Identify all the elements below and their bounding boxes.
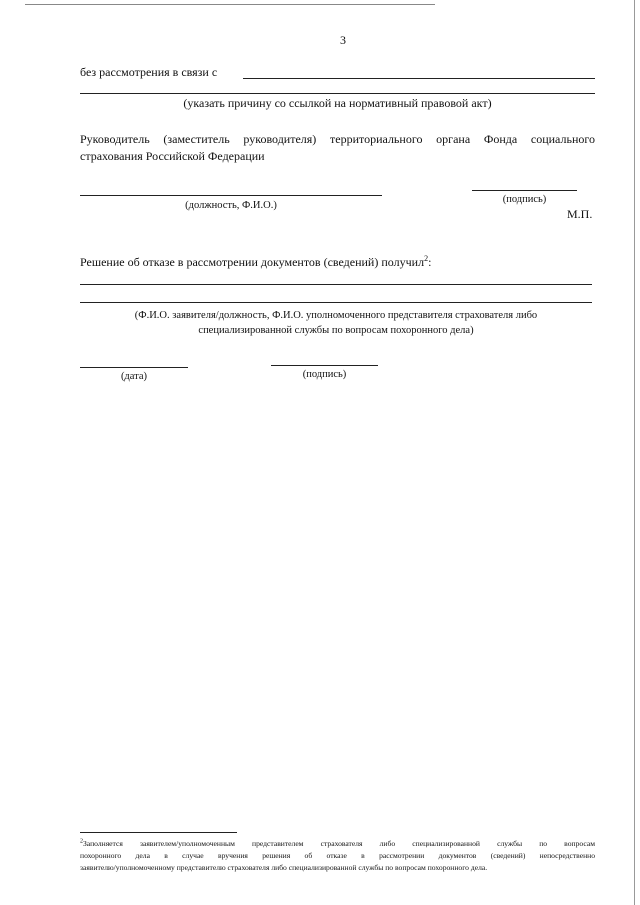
receipt-signature-hint: (подпись) [302,369,347,380]
receipt-date-hint: (дата) [120,371,148,382]
head-signature-hint: (подпись) [502,194,547,205]
reason-hint: (указать причину со ссылкой на нормативный правовой акт) [183,96,492,110]
head-signature-line[interactable] [472,190,577,191]
reason-input-line[interactable] [243,78,595,79]
page-top-edge [25,4,435,5]
receipt-label: Решение об отказе в рассмотрении документов (сведений) получил$^2$: [80,254,432,269]
footnote-marker: 2 [80,838,83,845]
receipt-input-line-2[interactable] [80,302,592,303]
footnote-ref: 2 [424,254,429,263]
head-title-line2: страхования Российской Федерации [80,149,265,163]
receipt-signature-line[interactable] [271,365,378,366]
footnote-separator [80,832,237,833]
receipt-hint-line2: специализированной службы по вопросам похоронного дела) [198,325,474,336]
head-position-hint: (должность, Ф.И.О.) [185,200,277,211]
receipt-date-line[interactable] [80,367,188,368]
reason-label: без рассмотрения в связи с [80,65,218,79]
page-number: 3 [340,33,346,47]
head-title-line1: Руководитель (заместитель руководителя) территориального органа Фонда социального [80,132,595,146]
footnote-line2: похоронного дела в случае вручения решения об отказе в рассмотрении документов (сведений) непосредственно [80,851,595,860]
receipt-hint-line1: (Ф.И.О. заявителя/должность, Ф.И.О. уполномоченного представителя страхователя либо [134,310,538,321]
reason-input-line-2[interactable] [80,93,595,94]
head-position-line[interactable] [80,195,382,196]
footnote-line3: заявителю/уполномоченному представителю страхователя либо специализированной службы по вопросам похоронного дела. [80,863,488,872]
receipt-input-line-1[interactable] [80,284,592,285]
stamp-label: М.П. [567,207,593,221]
page-right-edge [634,0,635,905]
footnote-line1: $^2$Заполняется заявителем/уполномоченным представителем страхователя либо специализированной службы по вопросам [80,838,595,848]
